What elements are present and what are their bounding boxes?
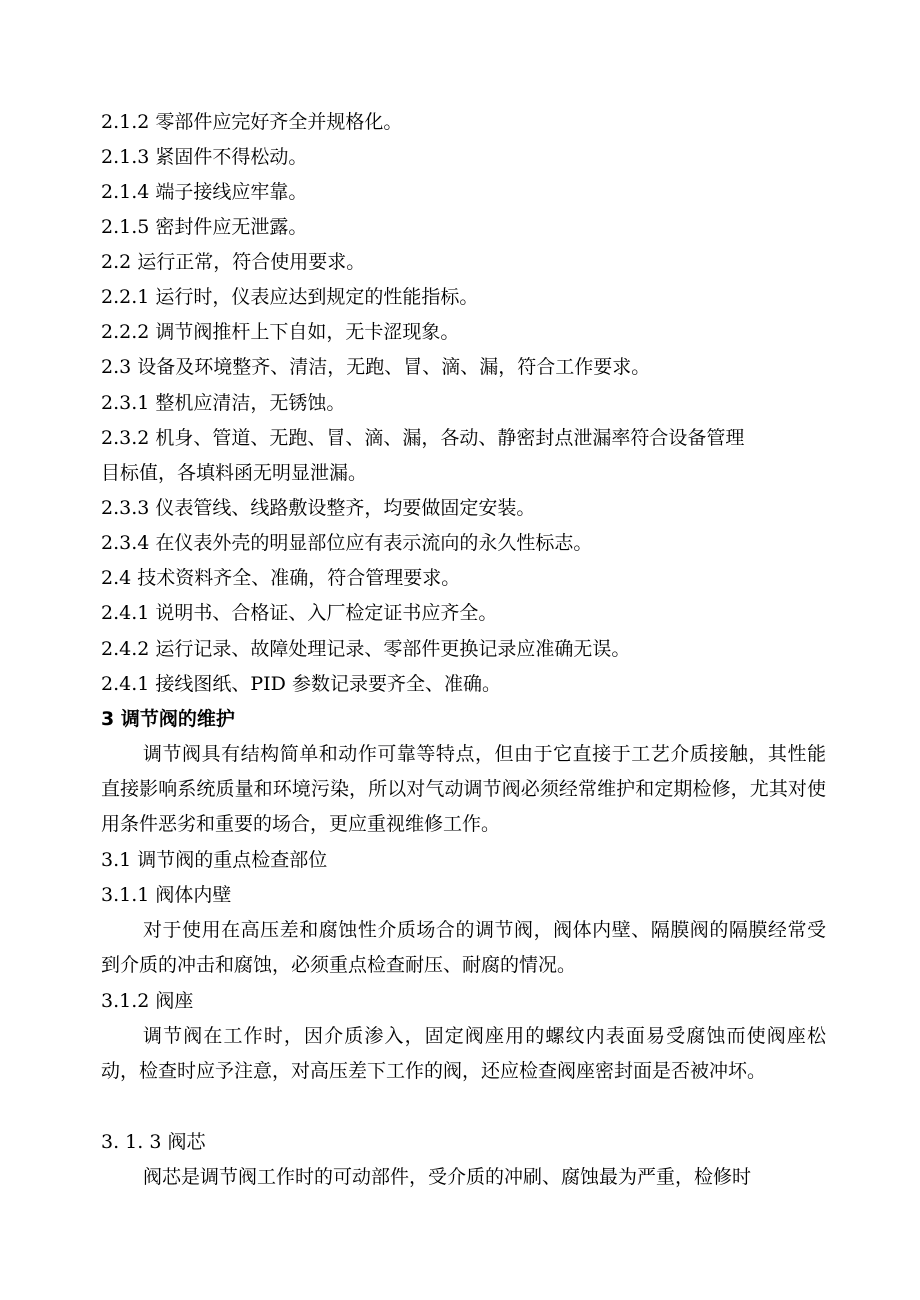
item-2-3-3: 2.3.3 仪表管线、线路敷设整齐，均要做固定安装。 <box>101 497 536 519</box>
item-2-2-2: 2.2.2 调节阀推杆上下自如，无卡涩现象。 <box>101 321 460 343</box>
section-3-1-3-paragraph: 阀芯是调节阀工作时的可动部件，受介质的冲刷、腐蚀最为严重，检修时 <box>143 1166 752 1188</box>
item-2-4: 2.4 技术资料齐全、准确，符合管理要求。 <box>101 567 461 589</box>
item-2-3-2-continued: 目标值，各填料函无明显泄漏。 <box>101 462 368 484</box>
section-3-1-heading: 3.1 调节阀的重点检查部位 <box>101 849 328 871</box>
item-2-2-1: 2.2.1 运行时，仪表应达到规定的性能指标。 <box>101 286 479 308</box>
item-2-3: 2.3 设备及环境整齐、清洁，无跑、冒、滴、漏，符合工作要求。 <box>101 356 651 378</box>
item-2-4-2: 2.4.2 运行记录、故障处理记录、零部件更换记录应准确无误。 <box>101 638 631 660</box>
section-3-1-2-paragraph: 调节阀在工作时，因介质渗入，固定阀座用的螺纹内表面易受腐蚀而使阀座松动，检查时应予注意，对高压差下工作的阀，还应检查阀座密封面是否被冲坏。 <box>101 1025 826 1082</box>
section-3-intro-paragraph: 调节阀具有结构简单和动作可靠等特点，但由于它直接于工艺介质接触，其性能直接影响系统质量和环境污染，所以对气动调节阀必须经常维护和定期检修，尤其对使用条件恶劣和重要的场合，更应重视维修工作。 <box>101 743 826 835</box>
item-2-4-1-wiring: 2.4.1 接线图纸、PID 参数记录要齐全、准确。 <box>101 673 501 695</box>
section-3-1-1-paragraph: 对于使用在高压差和腐蚀性介质场合的调节阀，阀体内壁、隔膜阀的隔膜经常受到介质的冲击和腐蚀，必须重点检查耐压、耐腐的情况。 <box>101 919 826 976</box>
section-3-1-2-heading: 3.1.2 阀座 <box>101 990 194 1012</box>
item-2-1-2: 2.1.2 零部件应完好齐全并规格化。 <box>101 111 403 133</box>
item-2-1-5: 2.1.5 密封件应无泄露。 <box>101 216 308 238</box>
item-2-3-1: 2.3.1 整机应清洁，无锈蚀。 <box>101 392 346 414</box>
section-3-heading: 3 调节阀的维护 <box>101 708 235 730</box>
section-3-1-1-heading: 3.1.1 阀体内壁 <box>101 884 232 906</box>
section-3-1-3-heading: 3. 1. 3 阀芯 <box>101 1131 206 1153</box>
item-2-3-4: 2.3.4 在仪表外壳的明显部位应有表示流向的永久性标志。 <box>101 532 593 554</box>
item-2-1-3: 2.1.3 紧固件不得松动。 <box>101 146 308 168</box>
item-2-3-2: 2.3.2 机身、管道、无跑、冒、滴、漏，各动、静密封点泄漏率符合设备管理 <box>101 427 745 449</box>
item-2-4-1: 2.4.1 说明书、合格证、入厂检定证书应齐全。 <box>101 602 498 624</box>
item-2-2: 2.2 运行正常，符合使用要求。 <box>101 251 366 273</box>
item-2-1-4: 2.1.4 端子接线应牢靠。 <box>101 181 308 203</box>
